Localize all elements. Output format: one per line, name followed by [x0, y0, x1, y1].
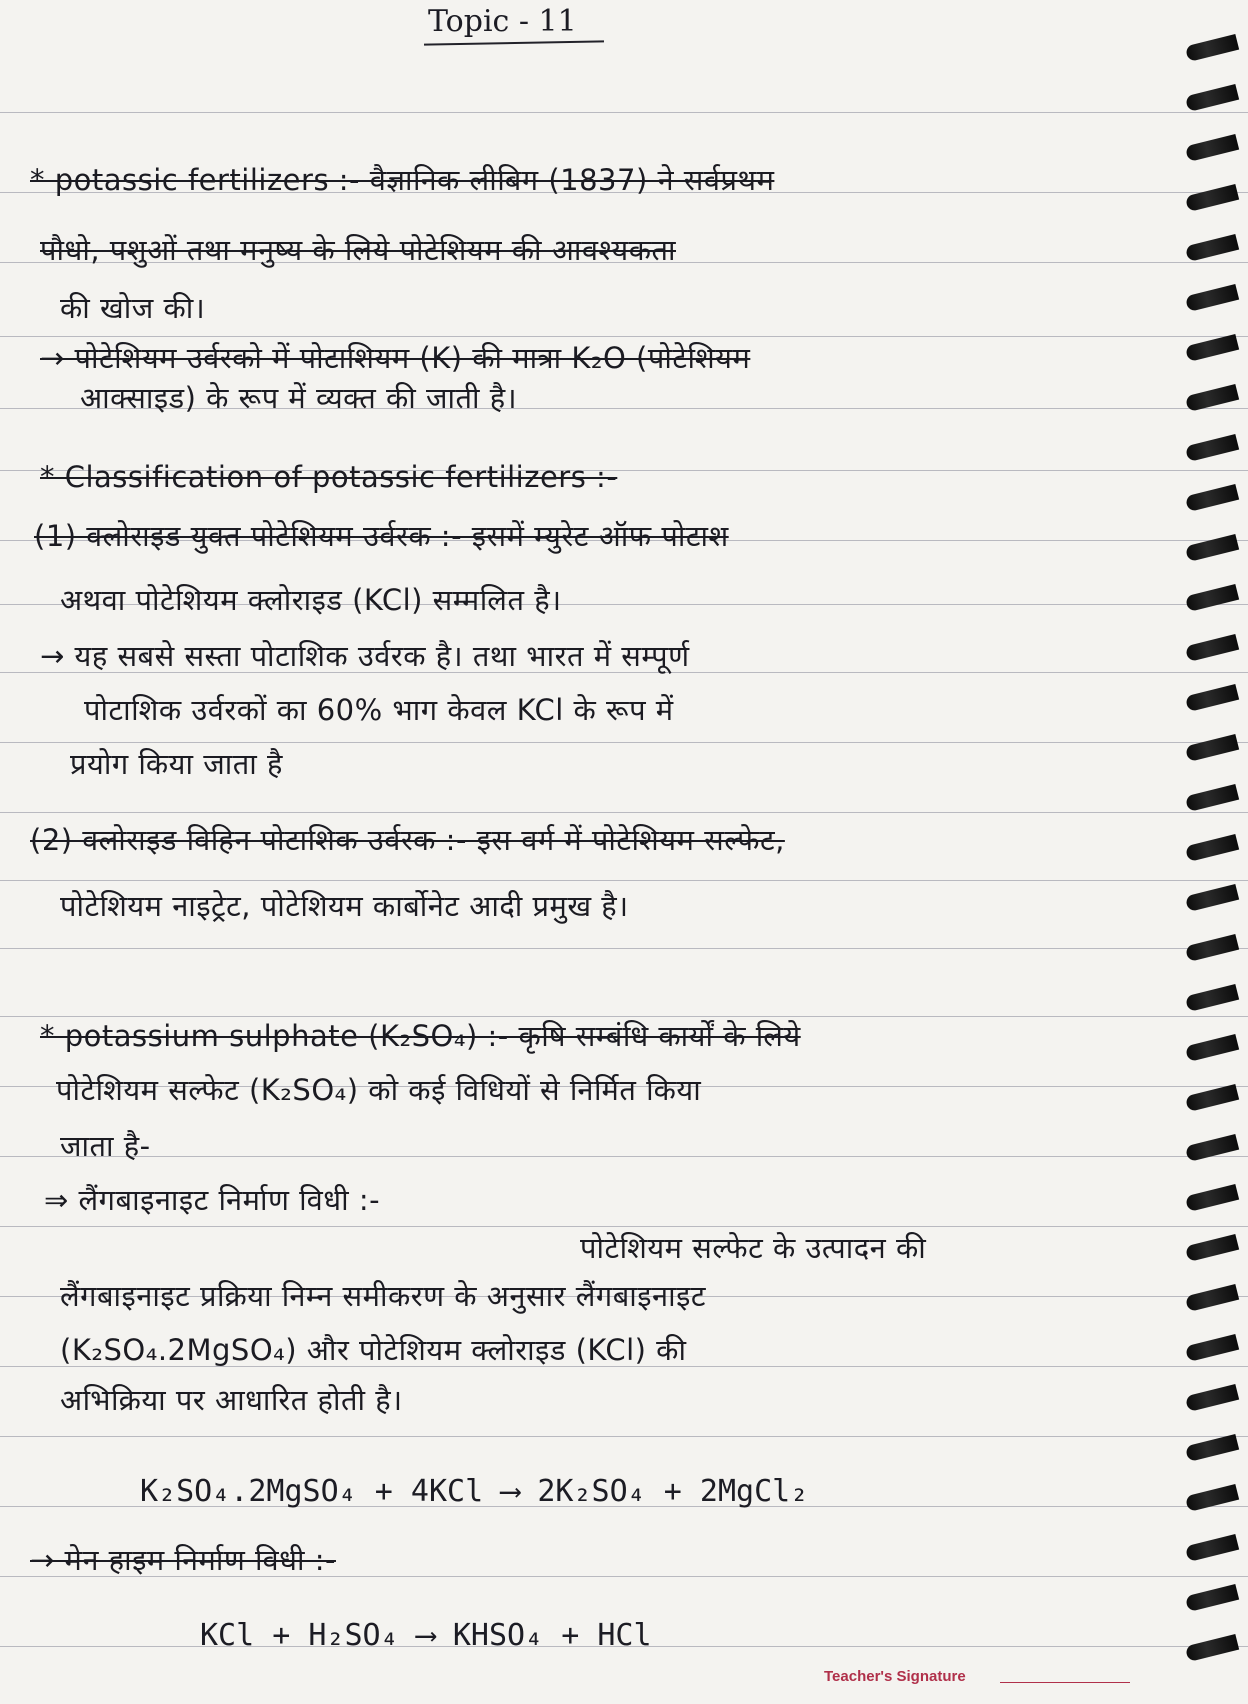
- spiral-ring: [1185, 134, 1239, 162]
- spiral-ring: [1185, 84, 1239, 112]
- spiral-ring: [1185, 984, 1239, 1012]
- spiral-ring: [1185, 1584, 1239, 1612]
- spiral-ring: [1185, 284, 1239, 312]
- spiral-ring: [1185, 684, 1239, 712]
- spiral-ring: [1185, 1234, 1239, 1262]
- text-line: (K₂SO₄.2MgSO₄) और पोटेशियम क्लोराइड (KCl) की: [60, 1333, 687, 1367]
- spiral-ring: [1185, 34, 1239, 62]
- text-line: अथवा पोटेशियम क्लोराइड (KCl) सम्मलित है।: [60, 583, 562, 617]
- text-line: पोटेशियम नाइट्रेट, पोटेशियम कार्बोनेट आदी प्रमुख है।: [60, 889, 629, 923]
- spiral-ring: [1185, 1084, 1239, 1112]
- text-line: पोटेशियम सल्फेट (K₂SO₄) को कई विधियों से निर्मित किया: [56, 1073, 702, 1107]
- equation-langbeinite: K₂SO₄.2MgSO₄ + 4KCl ⟶ 2K₂SO₄ + 2MgCl₂: [140, 1474, 809, 1509]
- spiral-ring: [1185, 734, 1239, 762]
- text-line: जाता है-: [60, 1129, 151, 1163]
- spiral-ring: [1185, 1634, 1239, 1662]
- subheading: → मेन हाइम निर्माण विधी :-: [30, 1543, 336, 1577]
- section-heading: * Classification of potassic fertilizers :-: [40, 460, 618, 494]
- ruled-line: [0, 812, 1248, 814]
- text-line: (1) क्लोराइड युक्त पोटेशियम उर्वरक :- इसमें म्युरेट ऑफ पोटाश: [34, 519, 729, 553]
- text-line: (2) क्लोराइड विहिन पोटाशिक उर्वरक :- इस वर्ग में पोटेशियम सल्फेट,: [30, 823, 785, 857]
- spiral-ring: [1185, 1434, 1239, 1462]
- text-line: की खोज की।: [60, 291, 206, 325]
- ruled-line: [0, 112, 1248, 114]
- ruled-line: [0, 880, 1248, 882]
- signature-line: [1000, 1682, 1130, 1683]
- title-underline: [424, 40, 604, 45]
- text-line: लैंगबाइनाइट प्रक्रिया निम्न समीकरण के अनुसार लैंगबाइनाइट: [60, 1279, 706, 1313]
- spiral-ring: [1185, 384, 1239, 412]
- spiral-ring: [1185, 884, 1239, 912]
- spiral-ring: [1185, 234, 1239, 262]
- section-heading: * potassium sulphate (K₂SO₄) :- कृषि सम्बंधि कार्यों के लिये: [40, 1019, 801, 1053]
- spiral-ring: [1185, 1384, 1239, 1412]
- spiral-ring: [1185, 784, 1239, 812]
- text-line: प्रयोग किया जाता है: [70, 747, 283, 781]
- spiral-ring: [1185, 634, 1239, 662]
- spiral-ring: [1185, 1534, 1239, 1562]
- ruled-line: [0, 1156, 1248, 1158]
- text-line: आक्साइड) के रूप में व्यक्त की जाती है।: [80, 381, 518, 415]
- spiral-binding: [1178, 0, 1248, 1704]
- spiral-ring: [1185, 934, 1239, 962]
- teacher-signature-label: Teacher's Signature: [824, 1668, 966, 1685]
- spiral-ring: [1185, 1034, 1239, 1062]
- ruled-line: [0, 948, 1248, 950]
- text-line: अभिक्रिया पर आधारित होती है।: [60, 1383, 403, 1417]
- spiral-ring: [1185, 184, 1239, 212]
- spiral-ring: [1185, 584, 1239, 612]
- spiral-ring: [1185, 1184, 1239, 1212]
- spiral-ring: [1185, 1484, 1239, 1512]
- spiral-ring: [1185, 1134, 1239, 1162]
- text-line: पोटेशियम सल्फेट के उत्पादन की: [580, 1231, 927, 1265]
- ruled-line: [0, 1436, 1248, 1438]
- subheading: ⇒ लैंगबाइनाइट निर्माण विधी :-: [44, 1183, 381, 1217]
- text-line: पौधो, पशुओं तथा मनुष्य के लिये पोटेशियम की आवश्यकता: [40, 233, 677, 267]
- spiral-ring: [1185, 334, 1239, 362]
- spiral-ring: [1185, 834, 1239, 862]
- text-line: → यह सबसे सस्ता पोटाशिक उर्वरक है। तथा भारत में सम्पूर्ण: [40, 639, 690, 673]
- page-title: Topic - 11: [428, 4, 577, 39]
- equation-mannheim: KCl + H₂SO₄ ⟶ KHSO₄ + HCl: [200, 1618, 652, 1653]
- text-line: → पोटेशियम उर्वरको में पोटाशियम (K) की मात्रा K₂O (पोटेशियम: [40, 341, 751, 375]
- text-line: पोटाशिक उर्वरकों का 60% भाग केवल KCl के रूप में: [84, 693, 674, 727]
- spiral-ring: [1185, 1334, 1239, 1362]
- spiral-ring: [1185, 534, 1239, 562]
- text-line: * potassic fertilizers :- वैज्ञानिक लीबिग (1837) ने सर्वप्रथम: [30, 163, 775, 197]
- spiral-ring: [1185, 484, 1239, 512]
- spiral-ring: [1185, 434, 1239, 462]
- spiral-ring: [1185, 1284, 1239, 1312]
